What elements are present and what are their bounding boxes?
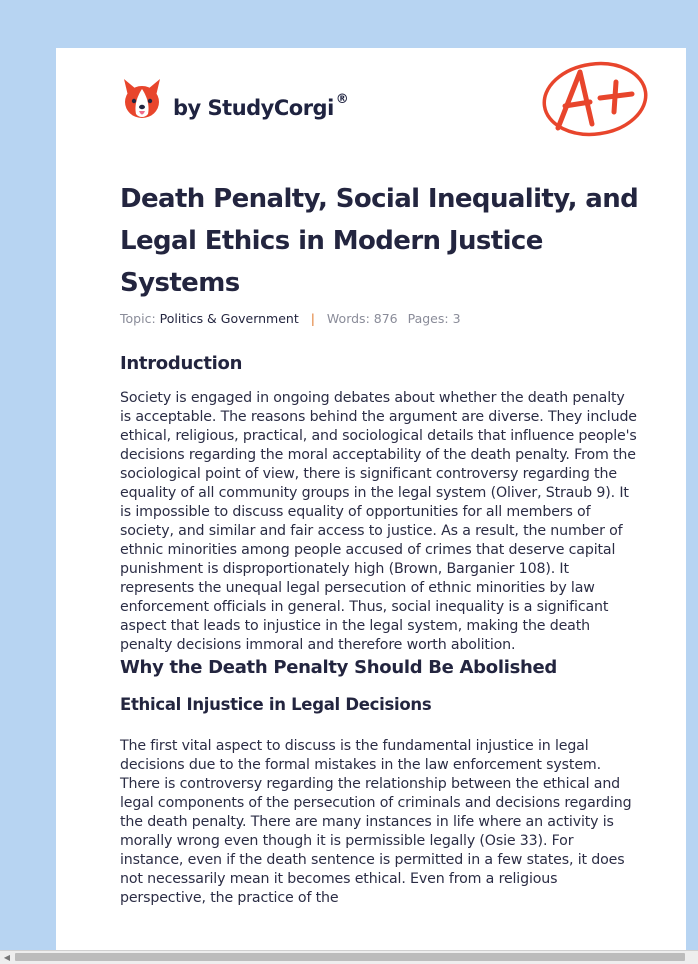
document-page [56, 48, 686, 950]
brand-header[interactable] [121, 75, 348, 123]
words-count: 876 [373, 311, 398, 326]
paragraph-ethical-injustice: The first vital aspect to discuss is the fundamental injustice in legal decisions due to the formal mistakes in the law enforcement system. There is controversy regarding the relationship between the ethical and legal components of the persecution of criminals and decisions regarding the death penalty. There are many instances in life where an activity is morally wrong even though it is permissible legally (Osie 33). For instance, even if the death sentence is permitted in a few states, it does not necessarily mean it becomes ethical. Even from a religious perspective, the practice of the [120, 738, 632, 906]
paragraph-introduction: Society is engaged in ongoing debates about whether the death penalty is acceptable. The reasons behind the argument are diverse. They include ethical, religious, practical, and sociological details that influence people's decisions regarding the moral acceptability of the death penalty. From the sociological point of view, there is significant controversy regarding the equality of all community groups in the legal system (Oliver, Straub 9). It is impossible to discuss equality of opportunities for all members of society, and similar and fair access to justice. As a result, the number of ethnic minorities among people accused of crimes that deserve capital punishment is disproportionately high (Brown, Barganier 108). It represents the unequal legal persecution of ethnic minorities by law enforcement officials in general. Thus, social inequality is a significant aspect that leads to injustice in the legal system, making the death penalty decisions immoral and therefore worth abolition. [120, 390, 637, 653]
words-label: Words: [326, 311, 370, 326]
section-heading-introduction: Introduction [120, 353, 243, 374]
pages-count: 3 [452, 311, 461, 326]
chevron-left-icon[interactable]: ◀ [3, 953, 11, 962]
subsection-heading-ethical-injustice: Ethical Injustice in Legal Decisions [120, 695, 432, 714]
topic-link[interactable]: Politics & Government [159, 311, 299, 326]
section-heading-why-abolished: Why the Death Penalty Should Be Abolished [120, 657, 557, 678]
document-title: Death Penalty, Social Inequality, and Legal Ethics in Modern Justice Systems [120, 184, 639, 298]
corgi-logo-icon [121, 76, 163, 122]
topic-label: Topic: [120, 311, 156, 326]
document-meta [120, 311, 461, 326]
pages-label: Pages: [407, 311, 449, 326]
registered-mark: ® [335, 92, 349, 107]
meta-separator: | [310, 311, 315, 326]
brand-name: by StudyCorgi ® [173, 92, 349, 120]
horizontal-scrollbar[interactable] [0, 950, 698, 964]
scrollbar-thumb[interactable] [15, 953, 685, 961]
document-body [120, 353, 640, 908]
grade-a-plus-icon [538, 58, 650, 140]
